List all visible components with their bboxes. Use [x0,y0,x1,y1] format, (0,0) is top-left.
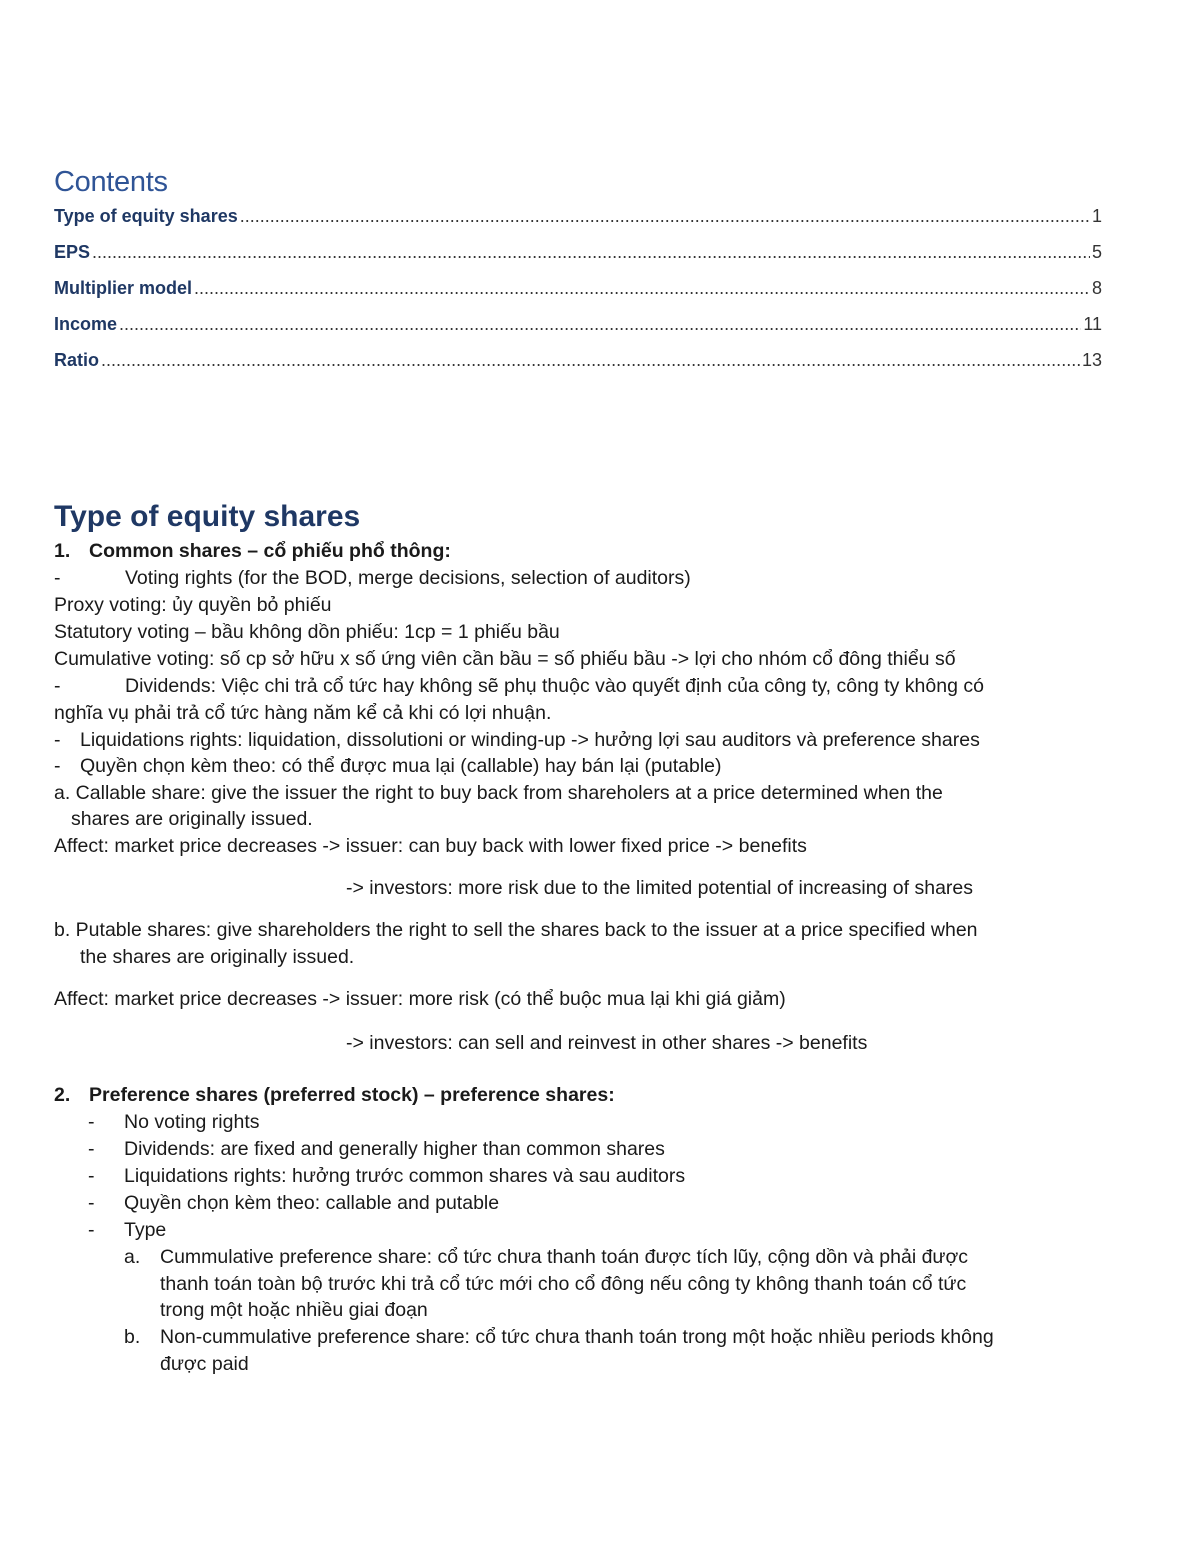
toc-entry-income[interactable] [54,314,1102,336]
options-text: Quyền chọn kèm theo: có thể được mua lại (callable) hay bán lại (putable) [80,755,722,777]
list-item-text: No voting rights [124,1111,260,1133]
toc-heading: Contents [54,166,168,198]
voting-rights-text: Voting rights (for the BOD, merge decisions, selection of auditors) [125,567,691,589]
toc-leader-dots [194,278,1090,299]
type-a-item [124,1244,1174,1271]
bullet-marker: - [88,1111,95,1133]
toc-leader-dots [119,314,1081,335]
callable-share-text: a. Callable share: give the issuer the right to buy back from shareholers at a price determined when the [54,782,943,804]
putable-investors-text: -> investors: can sell and reinvest in other shares -> benefits [346,1032,868,1054]
dividends-text: Dividends: Việc chi trả cổ tức hay không sẽ phụ thuộc vào quyết định của công ty, công ty không có [125,675,984,697]
bullet-marker: - [54,729,61,751]
callable-affect-text: Affect: market price decreases -> issuer: can buy back with lower fixed price -> benefits [54,835,807,857]
list-item [88,1136,1138,1163]
callable-investors-text: -> investors: more risk due to the limited potential of increasing of shares [346,877,974,899]
toc-entry-page: 5 [1091,242,1102,262]
preference-shares-heading [54,1082,1104,1109]
list-item [54,727,1104,754]
toc-leader-dots [240,206,1090,227]
bullet-marker: - [54,755,61,777]
common-shares-heading [54,538,1104,565]
list-item [88,1190,1138,1217]
list-item-text: Type [124,1219,167,1241]
statutory-voting-text: Statutory voting – bầu không dồn phiếu: 1cp = 1 phiếu bầu [54,621,560,643]
list-item [54,565,1104,592]
toc-entry-page: 8 [1091,278,1102,298]
type-b-text-continued: được paid [160,1353,249,1375]
bullet-marker: - [88,1219,95,1241]
sub-list-marker: b. [124,1326,141,1348]
list-item [54,673,1104,700]
putable-share-text-continued: the shares are originally issued. [80,946,355,968]
type-b-item [124,1324,1174,1351]
bullet-marker: - [54,567,61,589]
toc-entry-title[interactable]: EPS [54,242,91,262]
list-item-text: Dividends: are fixed and generally higher than common shares [124,1138,665,1160]
common-shares-title: Common shares – cổ phiếu phổ thông: [89,540,451,562]
liquidation-rights-text: Liquidations rights: liquidation, dissolutioni or winding-up -> hưởng lợi sau auditors và preference shares [80,729,980,751]
toc-entry-title[interactable]: Type of equity shares [54,206,238,226]
list-item [88,1163,1138,1190]
dividends-text-continued: nghĩa vụ phải trả cổ tức hàng năm kể cả khi có lợi nhuận. [54,702,552,724]
type-a-text-continued: trong một hoặc nhiều giai đoạn [160,1299,428,1321]
toc-entry-title[interactable]: Multiplier model [54,278,193,298]
bullet-marker: - [88,1138,95,1160]
toc-entry-title[interactable]: Income [54,314,118,334]
list-item-text: Liquidations rights: hưởng trước common shares và sau auditors [124,1165,686,1187]
toc-leader-dots [101,350,1080,371]
toc-entry-eps[interactable] [54,242,1102,264]
list-number: 1. [54,540,71,562]
toc-entry-page: 1 [1091,206,1102,226]
preference-shares-title: Preference shares (preferred stock) – preference shares: [89,1084,615,1106]
list-item [88,1217,1138,1244]
toc-entry-page: 11 [1083,314,1102,334]
toc-entry-type-of-equity-shares[interactable] [54,206,1102,228]
toc-entry-page: 13 [1081,350,1102,370]
sub-list-marker: a. [124,1246,141,1268]
toc-entry-title[interactable]: Ratio [54,350,99,370]
proxy-voting-text: Proxy voting: ủy quyền bỏ phiếu [54,594,332,616]
list-item [88,1109,1138,1136]
cumulative-voting-text: Cumulative voting: số cp sở hữu x số ứng viên cần bầu = số phiếu bầu -> lợi cho nhóm cổ đông thiểu số [54,648,956,670]
type-b-text: Non-cummulative preference share: cổ tức chưa thanh toán trong một hoặc nhiều periods không [160,1326,994,1348]
type-a-text: Cummulative preference share: cổ tức chưa thanh toán được tích lũy, cộng dồn và phải được [160,1246,969,1268]
toc-entry-ratio[interactable] [54,350,1102,372]
bullet-marker: - [88,1192,95,1214]
putable-share-text: b. Putable shares: give shareholders the right to sell the shares back to the issuer at a price specified when [54,919,978,941]
list-item-text: Quyền chọn kèm theo: callable and putable [124,1192,500,1214]
toc-entry-multiplier-model[interactable] [54,278,1102,300]
list-item [54,753,1104,780]
bullet-marker: - [54,675,61,697]
section-heading: Type of equity shares [54,500,361,533]
callable-share-text-continued: shares are originally issued. [71,808,313,830]
bullet-marker: - [88,1165,95,1187]
list-number: 2. [54,1084,71,1106]
type-a-text-continued: thanh toán toàn bộ trước khi trả cổ tức mới cho cổ đông nếu công ty không thanh toán cổ tức [160,1273,967,1295]
toc-leader-dots [92,242,1090,263]
putable-affect-text: Affect: market price decreases -> issuer: more risk (có thể buộc mua lại khi giá giảm) [54,988,786,1010]
